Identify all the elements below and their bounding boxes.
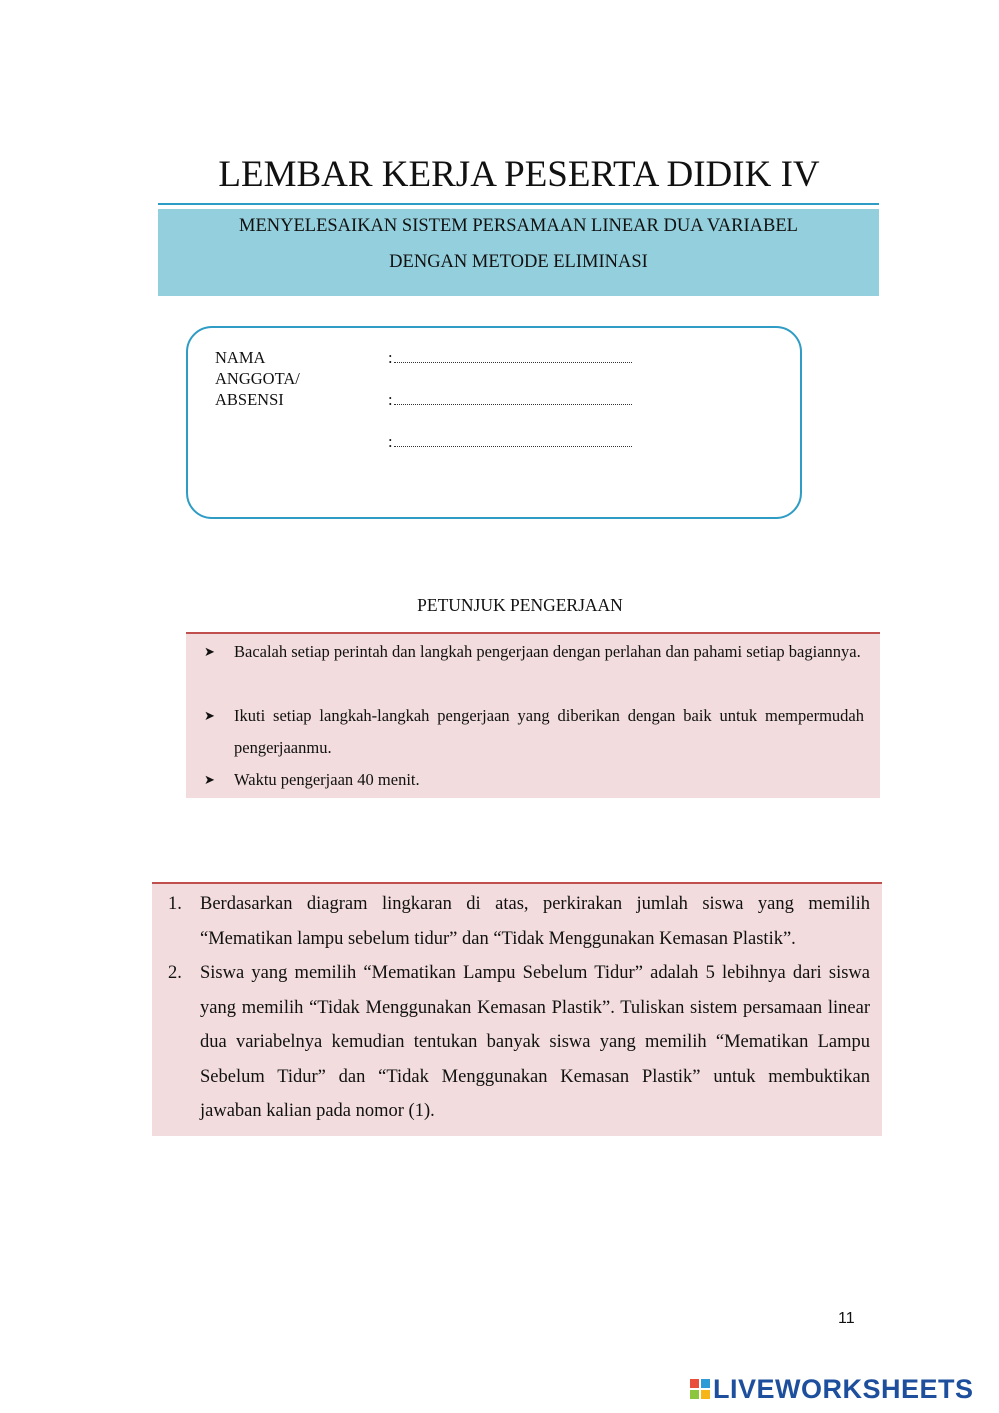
arrow-bullet-icon: ➤ (204, 644, 215, 659)
name-field-1[interactable] (388, 347, 632, 368)
logo-square (690, 1379, 699, 1388)
arrow-bullet-icon: ➤ (204, 708, 215, 723)
identity-label (215, 347, 300, 410)
liveworksheets-logo-icon (690, 1379, 710, 1399)
identity-label-line-1: NAMA (215, 348, 266, 367)
logo-square (701, 1379, 710, 1388)
instruction-item (204, 764, 864, 796)
logo-square (690, 1390, 699, 1399)
question-text: Berdasarkan diagram lingkaran di atas, perkirakan jumlah siswa yang memilih “Mematikan lampu sebelum tidur” dan “Tidak Menggunakan Kemasan Plastik”. (200, 894, 870, 949)
watermark[interactable] (690, 1372, 974, 1406)
logo-square (701, 1390, 710, 1399)
identity-box (186, 326, 802, 519)
instruction-item (204, 636, 864, 668)
instruction-item (204, 700, 864, 764)
identity-label-line-3: ABSENSI (215, 390, 284, 409)
field-colon: : (388, 390, 393, 409)
instructions-heading: PETUNJUK PENGERJAAN (417, 595, 623, 615)
questions-box (152, 882, 882, 1136)
instruction-text: Ikuti setiap langkah-langkah pengerjaan yang diberikan dengan baik untuk mempermudah pengerjaanmu. (234, 706, 864, 757)
name-field-2[interactable] (388, 389, 632, 410)
subtitle-line-2: DENGAN METODE ELIMINASI (389, 252, 648, 272)
question-item (168, 956, 870, 1129)
field-colon: : (388, 348, 393, 367)
field-colon: : (388, 432, 393, 451)
dotted-answer-line (394, 436, 632, 447)
question-item (168, 887, 870, 956)
instruction-text: Bacalah setiap perintah dan langkah pengerjaan dengan perlahan dan pahami setiap bagiannya. (234, 642, 861, 661)
instruction-text: Waktu pengerjaan 40 menit. (234, 770, 420, 789)
title-underline (158, 203, 879, 205)
dotted-answer-line (394, 352, 632, 363)
question-number: 1. (168, 894, 182, 914)
arrow-bullet-icon: ➤ (204, 772, 215, 787)
identity-label-line-2: ANGGOTA/ (215, 369, 300, 388)
watermark-text: LIVEWORKSHEETS (713, 1373, 974, 1404)
question-number: 2. (168, 963, 182, 983)
subtitle-line-1: MENYELESAIKAN SISTEM PERSAMAAN LINEAR DUA VARIABEL (239, 216, 798, 236)
subtitle-banner (158, 209, 879, 296)
page-title: LEMBAR KERJA PESERTA DIDIK IV (218, 154, 820, 195)
page-number: 11 (838, 1310, 855, 1327)
question-text: Siswa yang memilih “Mematikan Lampu Sebelum Tidur” adalah 5 lebihnya dari siswa yang memilih “Tidak Menggunakan Kemasan Plastik”. Tuliskan sistem persamaan linear dua variabelnya kemudian tentukan banyak siswa yang memilih “Mematikan Lampu Sebelum Tidur” dan “Tidak Menggunakan Kemasan Plastik” untuk membuktikan jawaban kalian pada nomor (1). (200, 963, 870, 1121)
dotted-answer-line (394, 394, 632, 405)
name-field-3[interactable] (388, 431, 632, 452)
instructions-box (186, 632, 880, 798)
